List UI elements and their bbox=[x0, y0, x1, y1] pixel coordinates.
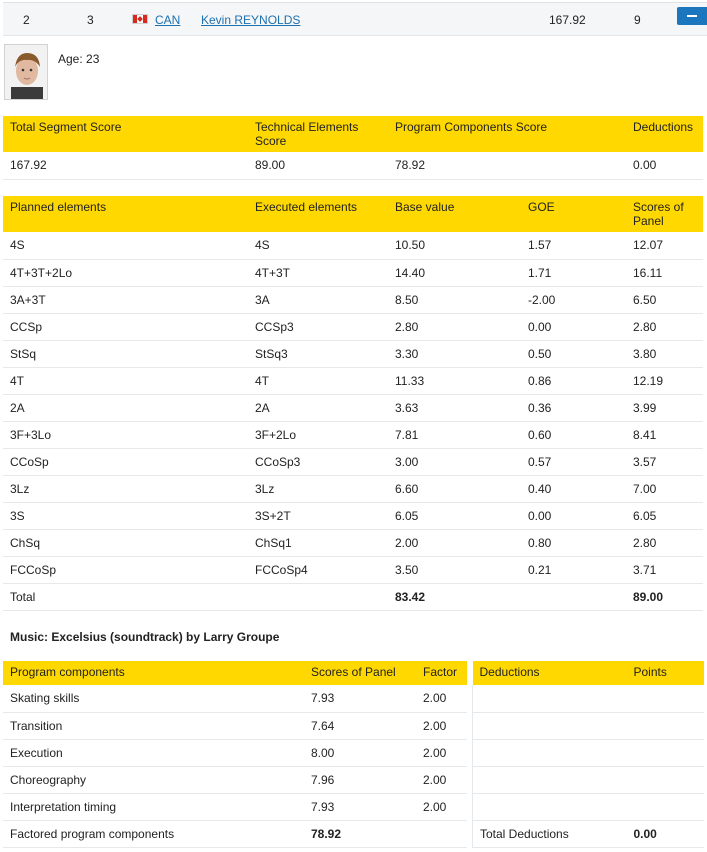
goe: 0.80 bbox=[521, 529, 626, 556]
deductions-table bbox=[472, 661, 704, 848]
start-number: 3 bbox=[87, 13, 94, 27]
component-name: Execution bbox=[3, 739, 304, 766]
panel-score: 6.05 bbox=[626, 502, 703, 529]
base-value: 3.30 bbox=[388, 340, 521, 367]
col-executed-elements: Executed elements bbox=[248, 196, 388, 232]
factored-components-value: 78.92 bbox=[304, 820, 416, 847]
program-components-score: 78.92 bbox=[388, 152, 626, 179]
planned-element: 3A+3T bbox=[3, 286, 248, 313]
component-factor: 2.00 bbox=[416, 685, 467, 712]
component-row bbox=[3, 739, 467, 766]
elements-header bbox=[3, 196, 703, 232]
component-row bbox=[3, 712, 467, 739]
element-row bbox=[3, 502, 703, 529]
total-panel-score: 89.00 bbox=[626, 583, 703, 610]
col-program-components-score: Program Components Score bbox=[388, 116, 626, 152]
goe: 1.71 bbox=[521, 259, 626, 286]
col-deductions: Deductions bbox=[626, 116, 703, 152]
component-factor: 2.00 bbox=[416, 793, 467, 820]
base-value: 14.40 bbox=[388, 259, 521, 286]
goe: 0.36 bbox=[521, 394, 626, 421]
base-value: 3.00 bbox=[388, 448, 521, 475]
total-deductions-value: 0.00 bbox=[627, 820, 704, 847]
technical-elements-score: 89.00 bbox=[248, 152, 388, 179]
executed-element: 3Lz bbox=[248, 475, 388, 502]
panel-score: 7.00 bbox=[626, 475, 703, 502]
total-segment-score: 167.92 bbox=[3, 152, 248, 179]
goe: 0.60 bbox=[521, 421, 626, 448]
panel-score: 12.19 bbox=[626, 367, 703, 394]
goe: 0.00 bbox=[521, 313, 626, 340]
athlete-result-row[interactable] bbox=[3, 2, 707, 36]
athlete-portrait-icon bbox=[5, 45, 48, 100]
component-panel-score: 7.96 bbox=[304, 766, 416, 793]
components-total-row bbox=[3, 820, 467, 847]
executed-element: CCoSp3 bbox=[248, 448, 388, 475]
element-row bbox=[3, 232, 703, 259]
deduction-empty-row bbox=[473, 739, 704, 766]
element-row bbox=[3, 313, 703, 340]
component-row bbox=[3, 793, 467, 820]
col-goe: GOE bbox=[521, 196, 626, 232]
panel-score: 2.80 bbox=[626, 313, 703, 340]
col-planned-elements: Planned elements bbox=[3, 196, 248, 232]
planned-element: 3S bbox=[3, 502, 248, 529]
planned-element: 3F+3Lo bbox=[3, 421, 248, 448]
panel-score: 2.80 bbox=[626, 529, 703, 556]
col-base-value: Base value bbox=[388, 196, 521, 232]
panel-score: 8.41 bbox=[626, 421, 703, 448]
canada-flag-icon bbox=[132, 14, 148, 24]
segment-summary-table bbox=[3, 116, 703, 180]
athlete-name-link[interactable]: Kevin REYNOLDS bbox=[201, 13, 301, 27]
element-row bbox=[3, 448, 703, 475]
goe: 0.57 bbox=[521, 448, 626, 475]
deductions-header bbox=[473, 661, 704, 685]
base-value: 6.05 bbox=[388, 502, 521, 529]
element-row bbox=[3, 475, 703, 502]
summary-header bbox=[3, 116, 703, 152]
deductions-value: 0.00 bbox=[626, 152, 703, 179]
base-value: 7.81 bbox=[388, 421, 521, 448]
planned-element: CCoSp bbox=[3, 448, 248, 475]
planned-element: StSq bbox=[3, 340, 248, 367]
executed-element: ChSq1 bbox=[248, 529, 388, 556]
panel-score: 3.99 bbox=[626, 394, 703, 421]
component-panel-score: 7.64 bbox=[304, 712, 416, 739]
goe: 0.40 bbox=[521, 475, 626, 502]
component-name: Choreography bbox=[3, 766, 304, 793]
goe: -2.00 bbox=[521, 286, 626, 313]
panel-score: 3.57 bbox=[626, 448, 703, 475]
col-total-segment-score: Total Segment Score bbox=[3, 116, 248, 152]
goe: 0.86 bbox=[521, 367, 626, 394]
executed-element: 4T+3T bbox=[248, 259, 388, 286]
executed-element: FCCoSp4 bbox=[248, 556, 388, 583]
col-points: Points bbox=[627, 661, 704, 685]
base-value: 6.60 bbox=[388, 475, 521, 502]
executed-element: 3F+2Lo bbox=[248, 421, 388, 448]
component-panel-score: 7.93 bbox=[304, 793, 416, 820]
rank: 2 bbox=[23, 13, 30, 27]
base-value: 10.50 bbox=[388, 232, 521, 259]
executed-element: 4T bbox=[248, 367, 388, 394]
element-row bbox=[3, 367, 703, 394]
base-value: 3.63 bbox=[388, 394, 521, 421]
music-title: Music: Excelsius (soundtrack) by Larry Groupe bbox=[10, 630, 280, 644]
planned-element: 4T bbox=[3, 367, 248, 394]
elements-total-row bbox=[3, 583, 703, 610]
executed-element: StSq3 bbox=[248, 340, 388, 367]
base-value: 11.33 bbox=[388, 367, 521, 394]
component-row bbox=[3, 685, 467, 712]
component-row bbox=[3, 766, 467, 793]
planned-element: FCCoSp bbox=[3, 556, 248, 583]
element-row bbox=[3, 286, 703, 313]
goe: 0.50 bbox=[521, 340, 626, 367]
deductions-total-row bbox=[473, 820, 704, 847]
athlete-photo bbox=[4, 44, 48, 100]
executed-element: 4S bbox=[248, 232, 388, 259]
component-factor: 2.00 bbox=[416, 712, 467, 739]
summary-values-row bbox=[3, 152, 703, 179]
planned-element: 4S bbox=[3, 232, 248, 259]
panel-score: 12.07 bbox=[626, 232, 703, 259]
planned-element: ChSq bbox=[3, 529, 248, 556]
panel-score: 6.50 bbox=[626, 286, 703, 313]
elements-table bbox=[3, 196, 703, 611]
component-factor: 2.00 bbox=[416, 766, 467, 793]
panel-score: 3.80 bbox=[626, 340, 703, 367]
deduction-empty-row bbox=[473, 766, 704, 793]
deduction-empty-row bbox=[473, 712, 704, 739]
goe: 0.00 bbox=[521, 502, 626, 529]
goe: 1.57 bbox=[521, 232, 626, 259]
component-panel-score: 8.00 bbox=[304, 739, 416, 766]
base-value: 8.50 bbox=[388, 286, 521, 313]
components-header bbox=[3, 661, 467, 685]
base-value: 2.80 bbox=[388, 313, 521, 340]
col-program-components: Program components bbox=[3, 661, 304, 685]
component-panel-score: 7.93 bbox=[304, 685, 416, 712]
component-name: Transition bbox=[3, 712, 304, 739]
executed-element: 3A bbox=[248, 286, 388, 313]
col-deductions: Deductions bbox=[473, 661, 627, 685]
executed-element: CCSp3 bbox=[248, 313, 388, 340]
element-row bbox=[3, 421, 703, 448]
total-base-value: 83.42 bbox=[388, 583, 521, 610]
component-factor: 2.00 bbox=[416, 739, 467, 766]
factored-components-label: Factored program components bbox=[3, 820, 304, 847]
col-technical-elements-score: Technical Elements Score bbox=[248, 116, 388, 152]
panel-score: 16.11 bbox=[626, 259, 703, 286]
element-row bbox=[3, 556, 703, 583]
col-factor: Factor bbox=[416, 661, 467, 685]
panel-score: 3.71 bbox=[626, 556, 703, 583]
executed-element: 3S+2T bbox=[248, 502, 388, 529]
deduction-empty-row bbox=[473, 685, 704, 712]
component-name: Interpretation timing bbox=[3, 793, 304, 820]
planned-element: CCSp bbox=[3, 313, 248, 340]
program-components-table bbox=[3, 661, 467, 848]
base-value: 3.50 bbox=[388, 556, 521, 583]
executed-element: 2A bbox=[248, 394, 388, 421]
element-row bbox=[3, 394, 703, 421]
total-label: Total bbox=[3, 583, 248, 610]
element-row bbox=[3, 340, 703, 367]
element-row bbox=[3, 529, 703, 556]
planned-element: 3Lz bbox=[3, 475, 248, 502]
planned-element: 2A bbox=[3, 394, 248, 421]
component-name: Skating skills bbox=[3, 685, 304, 712]
col-scores-of-panel: Scores of Panel bbox=[626, 196, 703, 232]
base-value: 2.00 bbox=[388, 529, 521, 556]
total-deductions-label: Total Deductions bbox=[473, 820, 627, 847]
goe: 0.21 bbox=[521, 556, 626, 583]
country-link[interactable]: CAN bbox=[155, 13, 181, 27]
element-row bbox=[3, 259, 703, 286]
col-scores-of-panel: Scores of Panel bbox=[304, 661, 416, 685]
extra-value: 9 bbox=[634, 13, 641, 27]
total-score: 167.92 bbox=[549, 13, 586, 27]
deduction-empty-row bbox=[473, 793, 704, 820]
athlete-age: Age: 23 bbox=[58, 52, 100, 66]
collapse-button[interactable] bbox=[677, 7, 707, 25]
planned-element: 4T+3T+2Lo bbox=[3, 259, 248, 286]
